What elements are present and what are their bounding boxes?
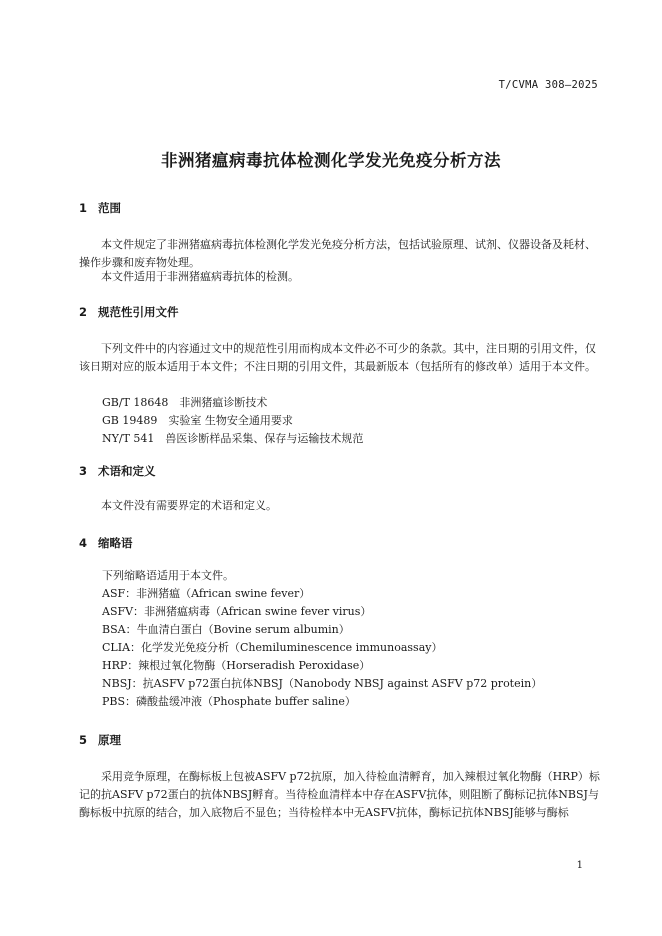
page-number: 1 <box>576 860 583 871</box>
section-number: 2 <box>79 305 88 319</box>
section-number: 4 <box>79 536 88 550</box>
section-4-heading <box>79 535 133 551</box>
section-number: 3 <box>79 464 88 478</box>
section-title: 范围 <box>98 201 121 215</box>
section-3-heading <box>79 463 156 479</box>
section-2-paragraph: 下列文件中的内容通过文中的规范性引用而构成本文件必不可少的条款。其中，注日期的引用文件，仅该日期对应的版本适用于本文件；不注日期的引用文件，其最新版本（包括所有的修改单）适用于本文件。 <box>79 342 596 373</box>
section-number: 1 <box>79 201 88 215</box>
standard-code: T/CVMA 308—2025 <box>498 79 598 91</box>
abbreviation-item: HRP：辣根过氧化物酶（Horseradish Peroxidase） <box>102 659 371 672</box>
section-1-heading <box>79 200 121 216</box>
section-title: 原理 <box>98 733 121 747</box>
section-1-paragraph-1: 本文件规定了非洲猪瘟病毒抗体检测化学发光免疫分析方法，包括试验原理、试剂、仪器设备及耗材、操作步骤和废弃物处理。 <box>79 238 596 269</box>
abbreviation-item: ASF：非洲猪瘟（African swine fever） <box>102 587 311 600</box>
abbreviations-intro: 下列缩略语适用于本文件。 <box>102 569 234 582</box>
abbreviation-item: ASFV：非洲猪瘟病毒（African swine fever virus） <box>102 605 372 618</box>
normative-reference: GB/T 18648 非洲猪瘟诊断技术 <box>102 396 268 409</box>
section-number: 5 <box>79 733 88 747</box>
section-5-paragraph: 采用竞争原理，在酶标板上包被ASFV p72抗原，加入待检血清孵育，加入辣根过氧化物酶（HRP）标记的抗ASFV p72蛋白的抗体NBSJ孵育。当待检血清样本中存在ASFV抗体，则阻断了酶标记抗体NBSJ与酶标板中抗原的结合，加入底物后不显色；当待检样本中无ASFV抗体，酶标记抗体NBSJ能够与酶标 <box>79 770 600 819</box>
abbreviation-item: NBSJ：抗ASFV p72蛋白抗体NBSJ（Nanobody NBSJ against ASFV p72 protein） <box>102 677 543 690</box>
section-title: 术语和定义 <box>98 464 156 478</box>
abbreviation-item: BSA：牛血清白蛋白（Bovine serum albumin） <box>102 623 350 636</box>
abbreviation-item: PBS：磷酸盐缓冲液（Phosphate buffer saline） <box>102 695 356 708</box>
normative-reference: NY/T 541 兽医诊断样品采集、保存与运输技术规范 <box>102 432 364 445</box>
section-title: 规范性引用文件 <box>98 305 179 319</box>
section-title: 缩略语 <box>98 536 133 550</box>
section-5-heading <box>79 732 121 748</box>
section-3-paragraph: 本文件没有需要界定的术语和定义。 <box>79 499 277 512</box>
abbreviation-item: CLIA：化学发光免疫分析（Chemiluminescence immunoassay） <box>102 641 443 654</box>
section-2-heading <box>79 304 179 320</box>
normative-reference: GB 19489 实验室 生物安全通用要求 <box>102 414 293 427</box>
document-title: 非洲猪瘟病毒抗体检测化学发光免疫分析方法 <box>161 151 501 170</box>
section-1-paragraph-2: 本文件适用于非洲猪瘟病毒抗体的检测。 <box>79 270 299 283</box>
